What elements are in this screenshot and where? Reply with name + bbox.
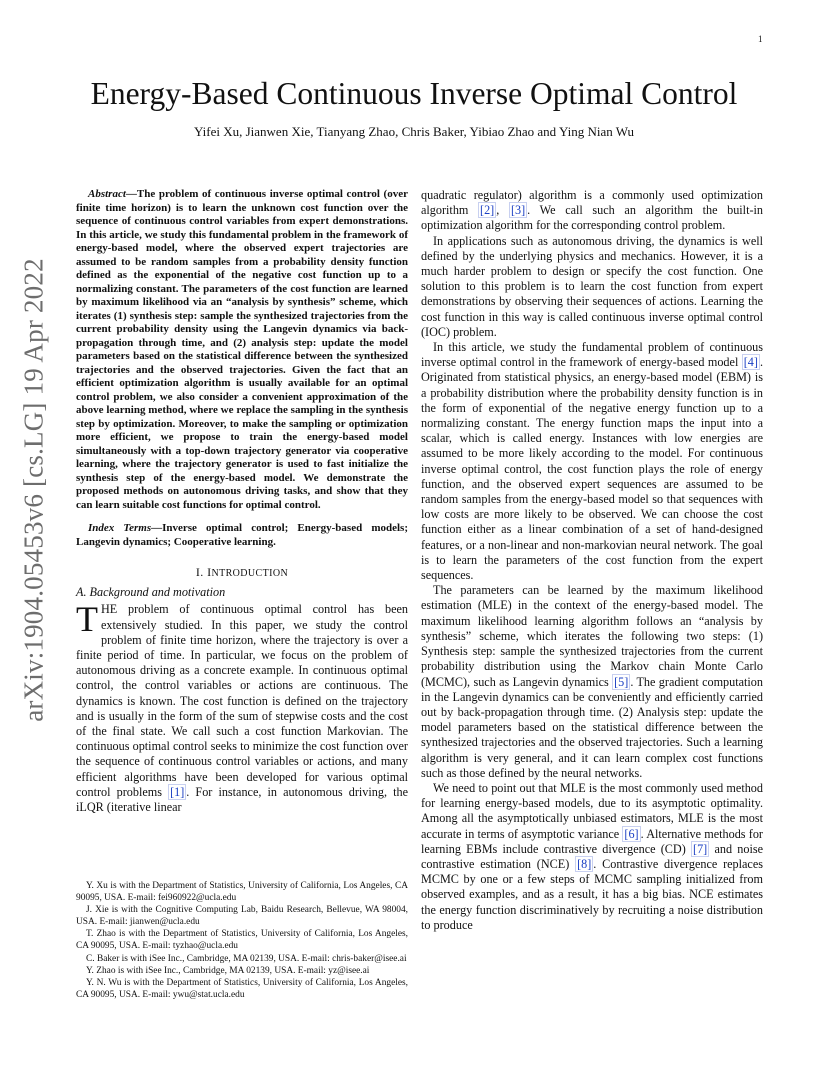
left-column	[76, 188, 408, 815]
right-paragraph-5	[421, 781, 763, 933]
text: In this article, we study the fundamental problem of continuous inverse optimal control in the framework of energy-based model	[421, 340, 763, 370]
arxiv-identifier: arXiv:1904.05453v6 [cs.LG] 19 Apr 2022	[18, 258, 49, 722]
text: The parameters can be learned by the maximum likelihood estimation (MLE) in the context of the energy-based model. The maximum likelihood learning algorithm follows an “analysis by synthesis” scheme, which iterates the following two steps: (1) Synthesis step: sample the synthesized trajectories from the current probability distribution using the Markov chain Monte Carlo (MCMC), such as Langevin dynamics	[421, 583, 763, 689]
section-first-letter: I	[207, 565, 212, 579]
index-terms-text: —Inverse optimal control; Energy-based models; Langevin dynamics; Cooperative learning.	[76, 522, 408, 548]
footnote-xu: Y. Xu is with the Department of Statistics, University of California, Los Angeles, CA 90095, USA. E-mail: fei960922@ucla.edu	[76, 881, 408, 904]
text: . We call such an algorithm the built-in optimization algorithm for the corresponding control problem.	[421, 203, 763, 233]
paper-title: Energy-Based Continuous Inverse Optimal Control	[90, 76, 738, 111]
intro-text-b: . For instance, in autonomous driving, the iLQR (iterative linear	[76, 784, 408, 815]
page-number: 1	[758, 34, 763, 44]
drop-cap: T	[76, 599, 98, 640]
citation-link[interactable]: [8]	[577, 856, 592, 871]
abstract-label: Abstract	[88, 188, 126, 200]
author-list: Yifei Xu, Jianwen Xie, Tianyang Zhao, Chris Baker, Yibiao Zhao and Ying Nian Wu	[193, 124, 635, 139]
section-heading-introduction	[76, 565, 408, 581]
index-terms-label: Index Terms	[88, 522, 152, 534]
index-terms	[76, 522, 408, 549]
text: quadratic regulator) algorithm is a commonly used optimization algorithm	[421, 188, 763, 218]
right-paragraph-3	[421, 340, 763, 583]
text: and noise contrastive estimation (NCE)	[421, 841, 763, 871]
footnote-baker: C. Baker is with iSee Inc., Cambridge, MA 02139, USA. E-mail: chris-baker@isee.ai	[86, 953, 407, 964]
text: . The gradient computation in the Langevin dynamics can be conveniently and efficiently carried out by back-propagation through time. (2) Analysis step: update the model parameters based on the statistical difference between the synthesized trajectories and the observed trajectories. Such a learning algorithm is very general, and it can learn complex cost functions such as those defined by the neural networks.	[421, 674, 763, 780]
abstract	[76, 188, 408, 512]
text: . Contrastive divergence replaces MCMC by one or a few steps of MCMC sampling initialized from observed examples, and as a result, it has a big bias. NCE estimates the energy function discriminatively by recruiting a noise distribution to produce	[421, 856, 763, 932]
footnote-zhao-t: T. Zhao is with the Department of Statistics, University of California, Los Angeles, CA 90095, USA. E-mail: tyzhao@ucla.edu	[76, 929, 408, 952]
intro-text-a: HE problem of continuous optimal control has been extensively studied. In this paper, we study the control problem of finite time horizon, where the trajectory is over a finite period of time. In particular, we focus on the problem of autonomous driving as a concrete example. In continuous optimal control, the control variables or actions are continuous. The dynamics is known. The cost function is defined on the trajectory and is usually in the form of the sum of stepwise costs and the cost of the final state. We call such a cost function Markovian. The continuous optimal control seeks to minimize the cost function over the sequence of continuous control variables or actions, and many efficient algorithms have been developed for various optimal control problems	[76, 602, 408, 799]
citation-link[interactable]: [6]	[624, 826, 639, 841]
footnote-zhao-y: Y. Zhao is with iSee Inc., Cambridge, MA 02139, USA. E-mail: yz@isee.ai	[86, 965, 370, 976]
footnotes	[76, 880, 408, 1001]
citation-link[interactable]: [3]	[510, 203, 526, 218]
right-paragraph-1	[421, 188, 763, 234]
citation-link[interactable]: [4]	[743, 355, 758, 370]
footnote-xie: J. Xie is with the Cognitive Computing Lab, Baidu Research, Bellevue, WA 98004, USA. E-mail: jianwen@ucla.edu	[76, 905, 408, 928]
section-number: I.	[195, 565, 204, 579]
right-paragraph-4	[421, 583, 763, 781]
footnote-wu: Y. N. Wu is with the Department of Statistics, University of California, Los Angeles, CA 90095, USA. E-mail: ywu@stat.ucla.edu	[76, 977, 408, 1000]
abstract-text: —The problem of continuous inverse optimal control (over finite time horizon) is to learn the unknown cost function over the sequence of continuous control variables from expert demonstrations. In this article, we study this fundamental problem in the framework of energy-based model, where the observed expert trajectories are assumed to be random samples from a probability density function defined as the exponential of the negative cost function up to a normalizing constant. The parameters of the cost function are learned by maximum likelihood via an “analysis by synthesis” scheme, which iterates (1) synthesis step: sample the synthesized trajectories from the current probability density using the Langevin dynamics via back-propagation through time, and (2) analysis step: update the model parameters based on the statistical difference between the synthesized trajectories and the observed trajectories. Given the fact that an efficient optimization algorithm is usually available for an optimal control problem, we also consider a convenient approximation of the above learning method, where we replace the sampling in the synthesis step by optimization. Moreover, to make the sampling or optimization more efficient, we propose to train the energy-based model simultaneously with a top-down trajectory generator via cooperative learning, where the trajectory generator is used to fast initialize the synthesis step of the energy-based model. We demonstrate the proposed methods on autonomous driving tasks, and show that they can learn suitable cost functions for optimal control.	[76, 188, 408, 511]
intro-paragraph	[76, 599, 408, 815]
citation-link[interactable]: [7]	[693, 841, 708, 856]
right-paragraph-2: In applications such as autonomous driving, the dynamics is well defined by the underlying physics and mechanics. However, it is a much harder problem to design or specify the cost function. One solution to this problem is to learn the cost function from expert demonstrations by observing their sequences of actions. Learning the cost function in this way is called continuous inverse optimal control (IOC) problem.	[421, 233, 763, 339]
text: We need to point out that MLE is the most commonly used method for learning energy-based models, due to its asymptotic optimality. Among all the asymptotically unbiased estimators, MLE is the most accurate in terms of asymptotic variance	[421, 780, 763, 841]
text: ,	[496, 203, 509, 218]
arxiv-side-stamp	[14, 258, 54, 722]
citation-link[interactable]: [1]	[170, 784, 185, 799]
right-column	[421, 188, 763, 933]
subsection-heading: A. Background and motivation	[76, 585, 226, 600]
section-title-smallcaps: NTRODUCTION	[211, 568, 289, 579]
text: . Alternative methods for learning EBMs include contrastive divergence (CD)	[421, 826, 763, 856]
text: . Originated from statistical physics, an energy-based model (EBM) is a probability distribution where the probability density function is in the form of exponential of the negative energy function up to a normalizing constant. The energy function maps the input into a scalar, which is called energy. Instances with low energies are assumed to be more likely according to the model. For continuous inverse optimal control, the cost function plays the role of energy function, and the observed expert sequences are assumed to be random samples from the energy-based model so that sequences with low costs are more likely to be observed. We can choose the cost function either as a linear combination of a set of hand-designed features, or a non-linear and non-markovian neural network. The goal is to learn the parameters of the cost function from the expert sequences.	[421, 355, 763, 583]
citation-link[interactable]: [5]	[614, 674, 629, 689]
citation-link[interactable]: [2]	[480, 203, 495, 218]
